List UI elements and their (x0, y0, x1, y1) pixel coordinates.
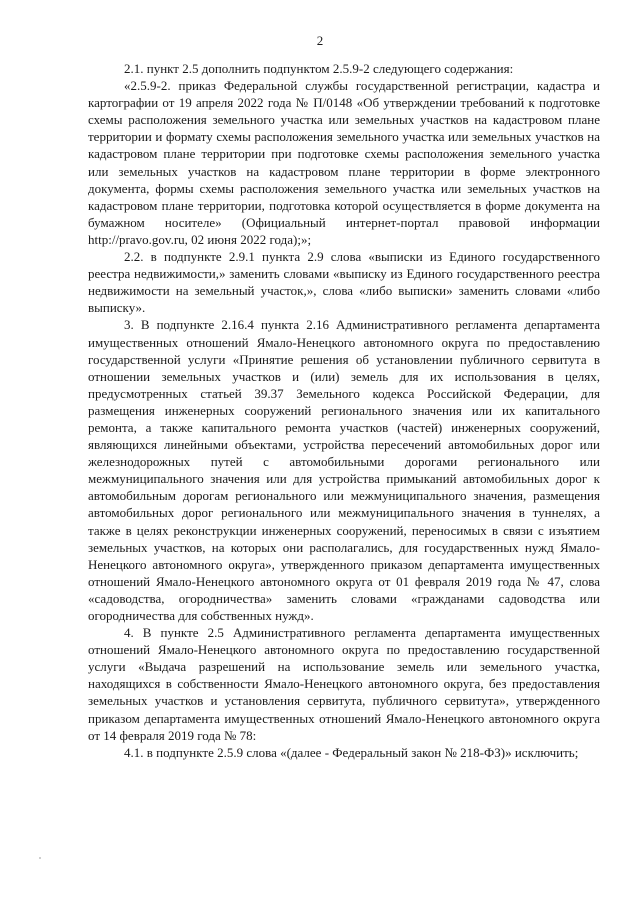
paragraph-3: 3. В подпункте 2.16.4 пункта 2.16 Административного регламента департамента имущественных отношений Ямало-Ненецкого автономного округа по предоставлению государственной услуги «Принятие решения об установлении публичного сервитута в отношении земельных участков и (или) земель для их использования в целях, предусмотренных статьей 39.37 Земельного кодекса Российской Федерации, для размещения инженерных сооружений регионального значения или их капитального ремонта, а также капитального ремонта участков (частей) инженерных сооружений, являющихся линейными объектами, устройства пересечений автомобильных дорог или железнодорожных путей с автомобильными дорогами регионального или межмуниципального значения или для устройства примыканий автомобильных дорог к автомобильным дорогам регионального или межмуниципального значения, размещения автомобильных дорог регионального или межмуниципального значения в туннелях, а также в целях реконструкции инженерных сооружений, переносимых в связи с изъятием земельных участков, на которых они располагались, для государственных нужд Ямало-Ненецкого автономного округа», утвержденного приказом департамента имущественных отношений Ямало-Ненецкого автономного округа от 01 февраля 2019 года № 47, слова «садоводства, огородничества» заменить словами «гражданами садоводства или огородничества для собственных нужд». (88, 317, 600, 623)
page-number: 2 (316, 33, 324, 48)
paragraph-2-5-9-2: «2.5.9-2. приказ Федеральной службы государственной регистрации, кадастра и картографии от 19 апреля 2022 года № П/0148 «Об утверждении требований к подготовке схемы расположения земельного участка или земельных участков на кадастровом плане территории и формату схемы расположения земельного участка или земельных участков на кадастровом плане территории при подготовке схемы расположения земельного участка или земельных участков на кадастровом плане территории в форме электронного документа, формы схемы расположения земельного участка или земельных участков на кадастровом плане территории, подготовка которой осуществляется в форме документа на бумажном носителе» (Официальный интернет-портал правовой информации http://pravo.gov.ru, 02 июня 2022 года);»; (88, 78, 600, 247)
scan-speck (39, 857, 41, 859)
paragraph-2-2: 2.2. в подпункте 2.9.1 пункта 2.9 слова «выписки из Единого государственного реестра недвижимости,» заменить словами «выписку из Единого государственного реестра недвижимости на земельный участок,», слова «либо выписки» заменить словами «либо выписку». (88, 249, 600, 316)
paragraph-2-1: 2.1. пункт 2.5 дополнить подпунктом 2.5.9-2 следующего содержания: (124, 61, 514, 76)
paragraph-4-1: 4.1. в подпункте 2.5.9 слова «(далее - Федеральный закон № 218-ФЗ)» исключить; (124, 744, 579, 760)
paragraph-4: 4. В пункте 2.5 Административного регламента департамента имущественных отношений Ямало-Ненецкого автономного округа по предоставлению государственной услуги «Выдача разрешений на использование земель или земельного участка, находящихся в собственности Ямало-Ненецкого автономного округа, без предоставления земельных участков и установления сервитута, публичного сервитута», утвержденного приказом департамента имущественных отношений Ямало-Ненецкого автономного округа от 14 февраля 2019 года № 78: (88, 625, 600, 743)
document-body (88, 60, 600, 761)
